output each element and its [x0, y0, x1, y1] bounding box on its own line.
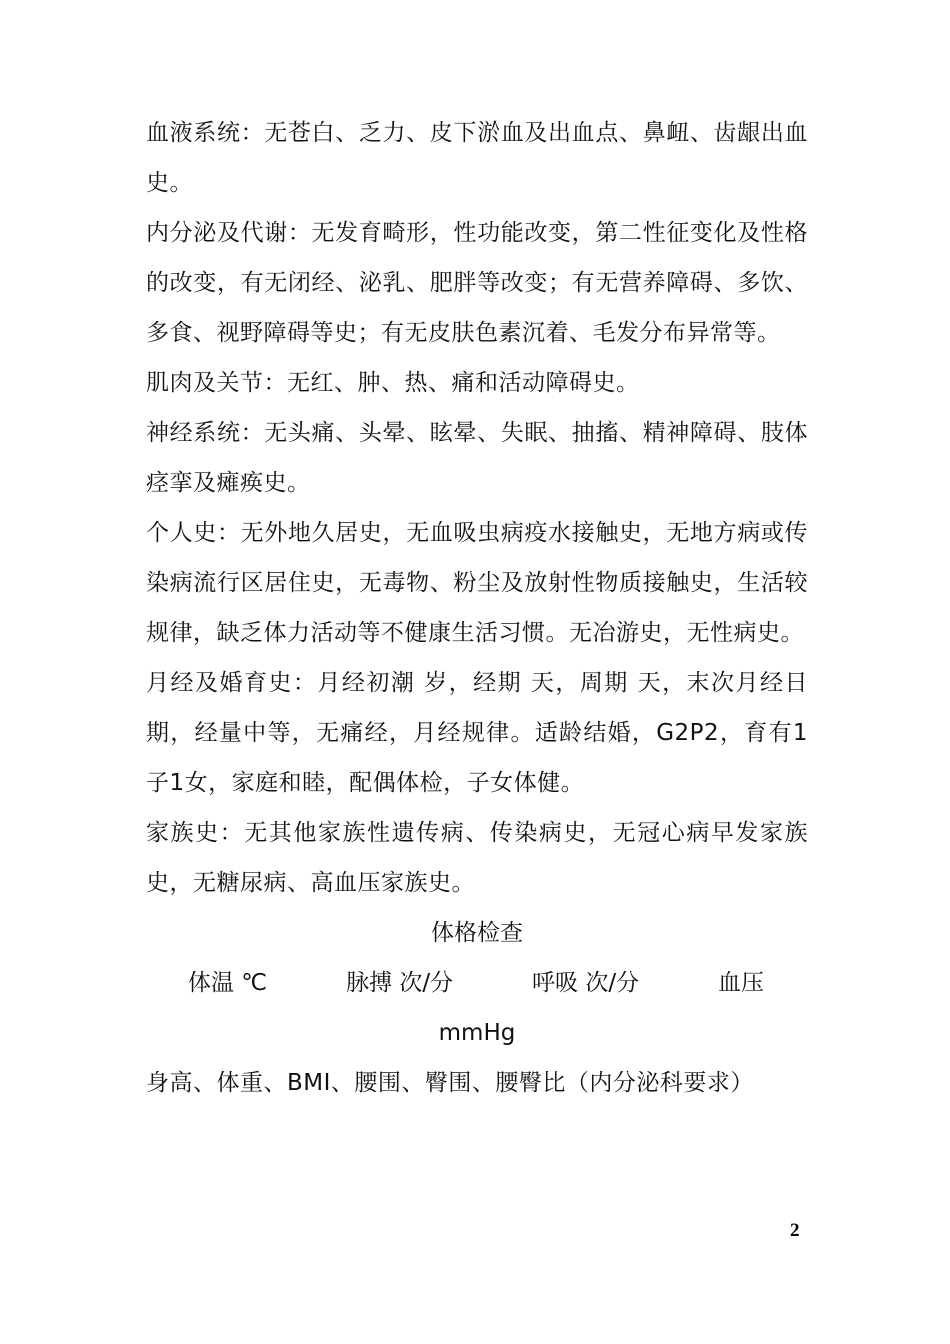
vital-temperature: 体温 ℃ [188, 970, 268, 996]
paragraph-endocrine: 内分泌及代谢：无发育畸形，性功能改变，第二性征变化及性格的改变，有无闭经、泌乳、肥胖等改变；有无营养障碍、多饮、多食、视野障碍等史；有无皮肤色素沉着、毛发分布异常等。 [146, 220, 808, 346]
section-title-physical-exam: 体格检查 [431, 920, 523, 946]
vital-pulse: 脉搏 次/分 [346, 970, 454, 996]
vitals-row [146, 958, 808, 1008]
paragraph-nervous-system: 神经系统：无头痛、头晕、眩晕、失眠、抽搐、精神障碍、肢体痉挛及瘫痪史。 [146, 420, 808, 496]
vital-respiration: 呼吸 次/分 [532, 970, 640, 996]
paragraph-muscle-joint: 肌肉及关节：无红、肿、热、痛和活动障碍史。 [146, 370, 640, 396]
document-body [146, 108, 808, 1108]
paragraph-menstrual-marital: 月经及婚育史：月经初潮 岁，经期 天，周期 天，末次月经日期，经量中等，无痛经，月经规律。适龄结婚，G2P2，育有1子1女，家庭和睦，配偶体检，子女体健。 [146, 670, 808, 796]
paragraph-blood-system: 血液系统：无苍白、乏力、皮下淤血及出血点、鼻衄、齿龈出血史。 [146, 120, 808, 196]
paragraph-personal-history: 个人史：无外地久居史，无血吸虫病疫水接触史，无地方病或传染病流行区居住史，无毒物、粉尘及放射性物质接触史，生活较规律，缺乏体力活动等不健康生活习惯。无冶游史，无性病史。 [146, 520, 808, 646]
vital-blood-pressure: 血压 [718, 970, 764, 996]
paragraph-family-history: 家族史：无其他家族性遗传病、传染病史，无冠心病早发家族史，无糖尿病、高血压家族史。 [146, 820, 808, 896]
paragraph-measurements: 身高、体重、BMI、腰围、臀围、腰臀比（内分泌科要求） [146, 1070, 754, 1096]
page-number: 2 [790, 1220, 800, 1241]
vital-bp-unit: mmHg [438, 1020, 516, 1046]
